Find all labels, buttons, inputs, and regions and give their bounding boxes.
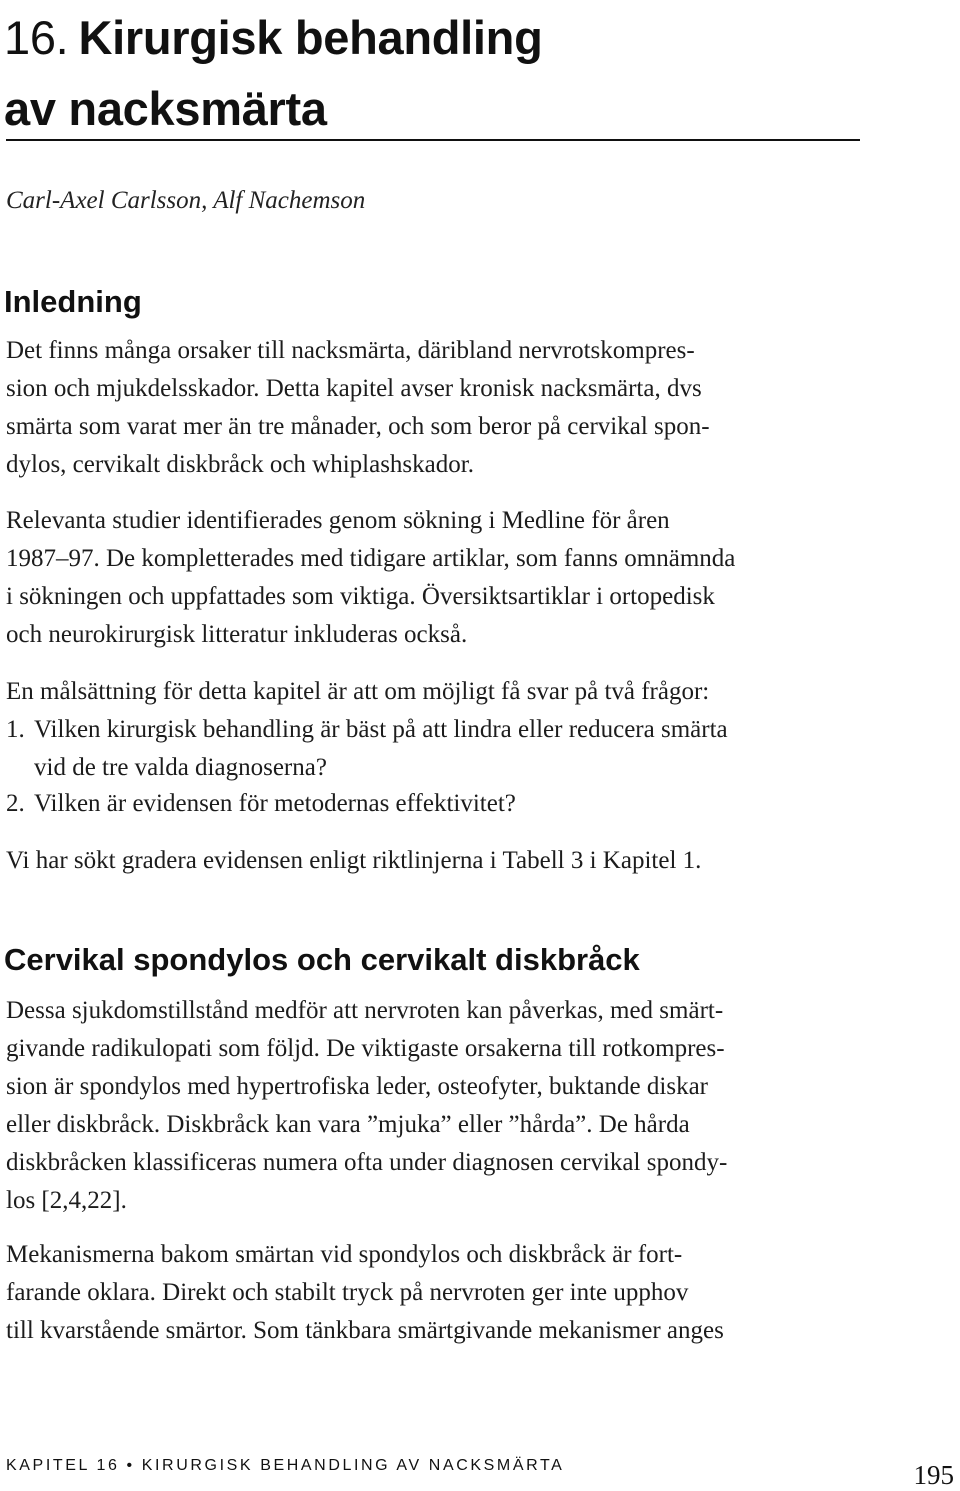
question-text: Vilken kirurgisk behandling är bäst på att lindra eller reducera smärta vid de tre valda diagnoserna? — [34, 716, 728, 781]
question-item-2 — [6, 785, 886, 823]
paragraph-inledning-2: Relevanta studier identifierades genom sökning i Medline för åren 1987–97. De kompletterades med tidigare artiklar, som fanns omnämnda i sökningen och uppfattades som viktiga. Översiktsartiklar i ortopedisk och neurokirurgisk litteratur inkluderas också. — [6, 507, 736, 648]
chapter-title-line2: av nacksmärta — [4, 82, 327, 135]
paragraph-inledning-1: Det finns många orsaker till nacksmärta, däribland nervrotskompres- sion och mjukdelsskador. Detta kapitel avser kronisk nacksmärta, dvs smärta som varat mer än tre månader, och som beror på cervikal spon- dylos, cervikalt diskbråck och whiplashskador. — [6, 337, 710, 478]
question-text: Vilken är evidensen för metodernas effektivitet? — [34, 790, 516, 817]
chapter-title — [4, 2, 904, 144]
paragraph-inledning-3: En målsättning för detta kapitel är att om möjligt få svar på två frågor: — [6, 678, 710, 705]
question-item-1 — [6, 711, 886, 787]
section-heading-cervikal: Cervikal spondylos och cervikalt diskbråck — [4, 942, 640, 977]
chapter-number: 16. — [4, 11, 69, 64]
question-marker: 2. — [6, 790, 25, 817]
section-heading-inledning: Inledning — [4, 284, 142, 319]
paragraph-cervikal-1: Dessa sjukdomstillstånd medför att nervroten kan påverkas, med smärt- givande radikulopati som följd. De viktigaste orsakerna till rotkompres- sion är spondylos med hypertrofiska leder, osteofyter, buktande diskar eller diskbråck. Diskbråck kan vara ”mjuka” eller ”hårda”. De hårda diskbråcken klassificeras numera ofta under diagnosen cervikal spondy- los [2,4,22]. — [6, 997, 728, 1214]
page-number: 195 — [913, 1460, 954, 1490]
running-footer: KAPITEL 16 • KIRURGISK BEHANDLING AV NACKSMÄRTA — [6, 1457, 565, 1474]
chapter-title-line1: Kirurgisk behandling — [78, 11, 543, 64]
authors: Carl-Axel Carlsson, Alf Nachemson — [6, 187, 366, 214]
paragraph-inledning-4: Vi har sökt gradera evidensen enligt riktlinjerna i Tabell 3 i Kapitel 1. — [6, 847, 702, 874]
paragraph-cervikal-2: Mekanismerna bakom smärtan vid spondylos och diskbråck är fort- farande oklara. Direkt och stabilt tryck på nervroten ger inte upphov till kvarstående smärtor. Som tänkbara smärtgivande mekanismer anges — [6, 1241, 724, 1344]
question-marker: 1. — [6, 716, 25, 743]
title-rule — [6, 139, 860, 141]
